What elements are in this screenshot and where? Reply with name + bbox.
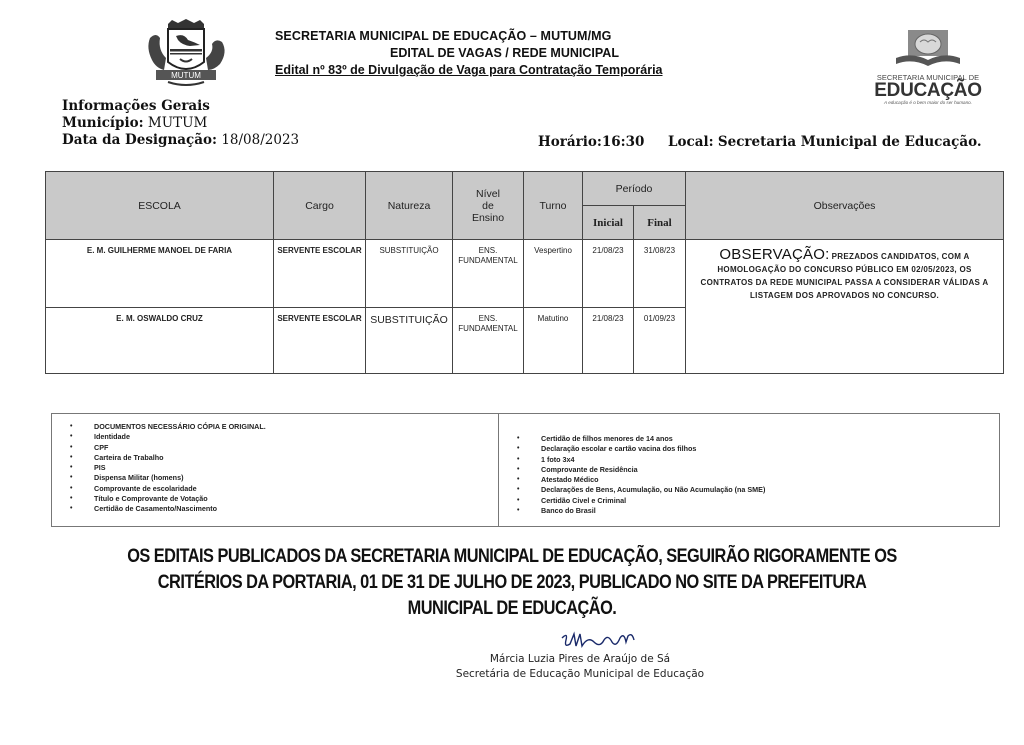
- bullet-icon: •: [517, 496, 520, 504]
- vacancy-table: [45, 171, 1004, 374]
- col-header-natureza: Natureza: [366, 172, 453, 240]
- document-item: [517, 434, 999, 444]
- document-item: [517, 496, 999, 506]
- bullet-icon: •: [70, 423, 73, 430]
- table-row: [46, 240, 1004, 308]
- bullet-icon: •: [70, 505, 73, 513]
- header-edital-vagas: EDITAL DE VAGAS / REDE MUNICIPAL: [390, 46, 619, 60]
- info-section-title: Informações Gerais: [62, 98, 210, 114]
- col-header-cargo: Cargo: [274, 172, 366, 240]
- header-secretaria: SECRETARIA MUNICIPAL DE EDUCAÇÃO – MUTUM/MG: [275, 29, 612, 43]
- bullet-icon: •: [70, 495, 73, 503]
- book-brain-icon: [892, 28, 964, 72]
- bullet-icon: •: [517, 476, 520, 484]
- nivel-fundamental: FUNDAMENTAL: [458, 256, 518, 265]
- cell-turno: Vespertino: [524, 240, 583, 308]
- signatory-role: Secretária de Educação Municipal de Educação: [455, 668, 705, 680]
- observacao-body: PREZADOS CANDIDATOS, COM A HOMOLOGAÇÃO DO CONCURSO PÚBLICO EM 02/05/2023, OS CONTRATOS DA REDE MUNICIPAL PASSA A CONSIDERAR VÁLIDAS A LISTAGEM DOS APROVADOS NO CONCURSO.: [700, 252, 989, 300]
- nivel-line3: Ensino: [471, 211, 505, 224]
- document-label: Certidão de Casamento/Nascimento: [94, 504, 218, 514]
- portaria-notice: [106, 544, 918, 622]
- cell-final: 01/09/23: [634, 308, 686, 374]
- document-label: Título e Comprovante de Votação: [94, 494, 208, 504]
- crest-icon: [138, 18, 234, 90]
- document-label: Banco do Brasil: [541, 506, 596, 516]
- svg-text:MUTUM: MUTUM: [171, 71, 201, 80]
- bullet-icon: •: [517, 445, 520, 453]
- document-item: [70, 453, 498, 463]
- document-label: Declarações de Bens, Acumulação, ou Não Acumulação (na SME): [541, 485, 766, 495]
- col-header-escola: ESCOLA: [46, 172, 274, 240]
- cell-final: 31/08/23: [634, 240, 686, 308]
- document-label: Carteira de Trabalho: [94, 452, 164, 462]
- bullet-icon: •: [517, 455, 520, 463]
- bullet-icon: •: [517, 465, 520, 473]
- local-value: Secretaria Municipal de Educação.: [717, 134, 982, 150]
- signature-scribble-icon: [440, 630, 720, 652]
- col-header-periodo: Período: [583, 172, 686, 206]
- notice-line2: CRITÉRIOS DA PORTARIA, 01 DE 31 DE JULHO DE 2023, PUBLICADO NO SITE DA PREFEITURA: [157, 572, 867, 593]
- nivel-fundamental: FUNDAMENTAL: [458, 324, 518, 333]
- document-item: [517, 444, 999, 454]
- col-header-final: Final: [634, 206, 686, 240]
- document-label: Declaração escolar e cartão vacina dos filhos: [541, 444, 697, 454]
- document-label: Dispensa Militar (homens): [94, 473, 184, 483]
- horario: [538, 134, 644, 150]
- document-item: [517, 485, 999, 495]
- bullet-icon: •: [70, 433, 73, 441]
- document-label: Atestado Médico: [541, 475, 599, 485]
- document-item: [70, 422, 498, 432]
- bullet-icon: •: [517, 486, 520, 494]
- document-item: [70, 494, 498, 504]
- document-item: [70, 463, 498, 473]
- col-header-nivel: [453, 172, 524, 240]
- document-item: [70, 432, 498, 442]
- cell-escola: E. M. OSWALDO CRUZ: [46, 308, 274, 374]
- document-item: [70, 484, 498, 494]
- horario-value: 16:30: [601, 134, 645, 150]
- data-designacao-value: 18/08/2023: [221, 132, 300, 148]
- document-item: [517, 465, 999, 475]
- local: [668, 134, 982, 150]
- notice-line3: MUNICIPAL DE EDUCAÇÃO.: [407, 598, 617, 619]
- bullet-icon: •: [70, 443, 73, 451]
- cell-turno: Matutino: [524, 308, 583, 374]
- cell-escola: E. M. GUILHERME MANOEL DE FARIA: [46, 240, 274, 308]
- required-documents-box: [51, 413, 1000, 527]
- document-header: [275, 28, 735, 79]
- cell-nivel: [453, 240, 524, 308]
- document-label: Certidão de filhos menores de 14 anos: [541, 434, 673, 443]
- notice-line1: OS EDITAIS PUBLICADOS DA SECRETARIA MUNICIPAL DE EDUCAÇÃO, SEGUIRÃO RIGORAMENTE OS: [127, 546, 897, 567]
- col-header-observacoes: Observações: [686, 172, 1004, 240]
- documents-left-column: [52, 414, 499, 526]
- bullet-icon: •: [70, 464, 73, 472]
- cell-natureza: SUBSTITUIÇÃO: [366, 240, 453, 308]
- document-label: Identidade: [94, 432, 130, 442]
- cell-observacao: [686, 240, 1004, 374]
- local-label: Local:: [668, 134, 714, 150]
- signatory-name: Márcia Luzia Pires de Araújo de Sá: [489, 653, 671, 665]
- horario-label: Horário:: [538, 134, 602, 150]
- header-edital-number: Edital nº 83º de Divulgação de Vaga para Contratação Temporária: [275, 63, 663, 77]
- cell-inicial: 21/08/23: [583, 240, 634, 308]
- bullet-icon: •: [517, 435, 520, 442]
- document-item: [517, 455, 999, 465]
- general-info: [62, 98, 299, 149]
- bullet-icon: •: [517, 507, 520, 515]
- data-designacao-label: Data da Designação:: [62, 132, 218, 148]
- document-label: Comprovante de escolaridade: [94, 483, 197, 493]
- signature-block: [440, 630, 720, 682]
- cell-natureza: SUBSTITUIÇÃO: [366, 308, 453, 374]
- documents-right-column: [499, 414, 999, 526]
- document-label: Certidão Civel e Criminal: [541, 495, 627, 505]
- document-label: DOCUMENTOS NECESSÁRIO CÓPIA E ORIGINAL.: [94, 422, 266, 431]
- nivel-ens: ENS.: [478, 246, 498, 255]
- cell-cargo: SERVENTE ESCOLAR: [274, 308, 366, 374]
- logo-title: EDUCAÇÃO: [874, 80, 982, 101]
- col-header-turno: Turno: [524, 172, 583, 240]
- document-item: [517, 475, 999, 485]
- document-label: PIS: [94, 463, 106, 473]
- document-item: [517, 506, 999, 516]
- document-label: CPF: [94, 442, 109, 452]
- document-label: 1 foto 3x4: [541, 454, 575, 464]
- cell-inicial: 21/08/23: [583, 308, 634, 374]
- nivel-ens: ENS.: [478, 314, 498, 323]
- bullet-icon: •: [70, 453, 73, 461]
- bullet-icon: •: [70, 484, 73, 492]
- bullet-icon: •: [70, 474, 73, 482]
- logo-tagline: A educação é o bem maior do ser humano.: [884, 100, 972, 105]
- sme-education-logo: [868, 28, 988, 108]
- document-label: Comprovante de Residência: [541, 464, 638, 474]
- document-item: [70, 473, 498, 483]
- cell-cargo: SERVENTE ESCOLAR: [274, 240, 366, 308]
- col-header-inicial: Inicial: [583, 206, 634, 240]
- nivel-line2: de: [482, 199, 494, 212]
- municipio-value: MUTUM: [147, 115, 208, 131]
- municipio-label: Município:: [62, 115, 144, 131]
- nivel-line1: Nível: [476, 187, 500, 200]
- cell-nivel: [453, 308, 524, 374]
- observacao-title: OBSERVAÇÃO:: [719, 246, 830, 263]
- document-item: [70, 443, 498, 453]
- logo-subtitle: SECRETARIA MUNICIPAL DE: [876, 73, 980, 82]
- document-item: [70, 504, 498, 514]
- municipal-crest-logo: [138, 18, 234, 90]
